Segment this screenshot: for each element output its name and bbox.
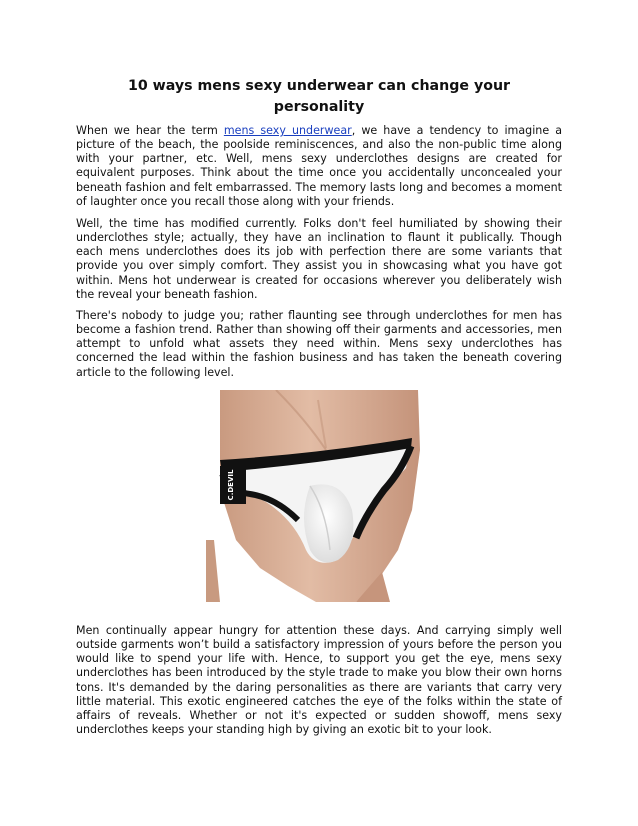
mens-sexy-underwear-link[interactable]: mens sexy underwear (223, 124, 352, 137)
paragraph-intro (76, 124, 562, 209)
underwear-illustration (206, 390, 432, 602)
paragraph-intro-text-end: , we have a tendency to imagine a picture of the beach, the poolside reminiscences, and also the non-public time along with your partner, etc. Well, mens sexy underclothes designs are created for equivalent purposes. Think about the time once you accidentally unconcealed your beneath fashion and felt embarrassed. The memory lasts long and becomes a moment of laughter once you recall those along with your friends. (76, 124, 563, 208)
paragraph-attention: Men continually appear hungry for attention these days. And carrying simply well outside garments won’t build a satisfactory impression of yours before the person you would like to spend your life with. Hence, to support you get the eye, mens sexy underclothes has been introduced by the style trade to make you blow their own horns tons. It's demanded by the daring personalities as there are variants that carry very little material. This exotic engineered catches the eye of the folks within the state of affairs of reveals. Whether or not it's expected or sudden showoff, mens sexy underclothes keeps your standing high by giving an exotic bit to your look. (76, 624, 562, 737)
paragraph-intro-text-start: When we hear the term (76, 124, 224, 137)
article-title: 10 ways mens sexy underwear can change your personality (127, 78, 511, 115)
underwear-product-photo (206, 390, 432, 602)
paragraph-time-modified: Well, the time has modified currently. Folks don't feel humiliated by showing their underclothes style; actually, they have an inclination to flaunt it publically. Though each mens underclothes does its job with perfection there are some variants that provide you over simply comfort. They assist you in showcasing what you have got within. Mens hot underwear is created for occasions wherever you deliberately wish the reveal your beneath fashion. (76, 217, 562, 301)
waistband-brand-text: C.DEVIL (227, 469, 235, 501)
paragraph-fashion-trend: There's nobody to judge you; rather flaunting see through underclothes for men has become a fashion trend. Rather than showing off their garments and accessories, men attempt to unfold what assets they need within. Mens sexy underclothes has concerned the lead within the fashion business and has taken the beneath covering article to the following level. (76, 309, 562, 379)
